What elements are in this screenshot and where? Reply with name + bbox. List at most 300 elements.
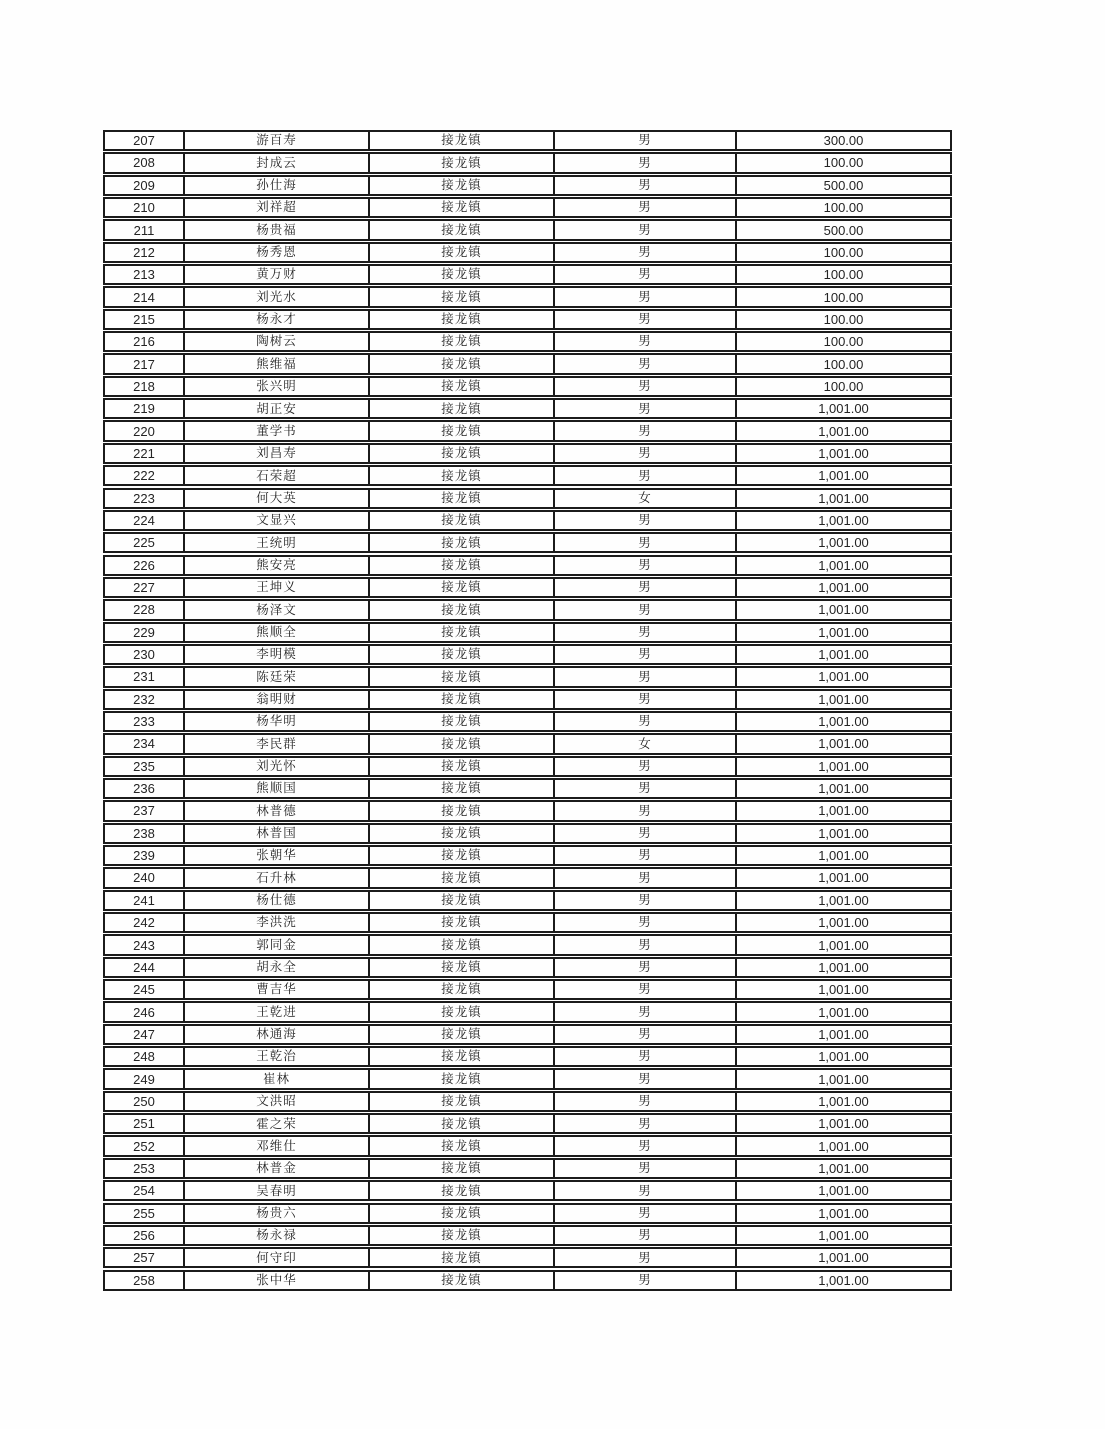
town-cell: 接龙镇 <box>370 244 555 261</box>
town-cell: 接龙镇 <box>370 1070 555 1087</box>
table-row <box>103 1158 952 1179</box>
name-cell: 石荣超 <box>185 467 370 484</box>
name-cell: 王乾进 <box>185 1003 370 1020</box>
gender-cell: 男 <box>555 892 737 909</box>
name-cell: 杨仕德 <box>185 892 370 909</box>
name-cell: 林普国 <box>185 825 370 842</box>
table-row <box>103 1225 952 1246</box>
town-cell: 接龙镇 <box>370 601 555 618</box>
gender-cell: 男 <box>555 422 737 439</box>
amount-cell: 100.00 <box>823 289 864 305</box>
table-row <box>103 1001 952 1022</box>
town-cell: 接龙镇 <box>370 1272 555 1289</box>
town-cell: 接龙镇 <box>370 400 555 417</box>
name-cell: 林普德 <box>185 802 370 819</box>
gender-cell: 女 <box>555 735 737 752</box>
table-row <box>103 1203 952 1224</box>
town-cell: 接龙镇 <box>370 132 555 149</box>
name-cell: 李明模 <box>185 646 370 663</box>
row-number-cell: 220 <box>105 422 185 439</box>
name-cell: 曹吉华 <box>185 981 370 998</box>
table-row <box>103 197 952 218</box>
gender-cell: 男 <box>555 132 737 149</box>
name-cell: 郭同金 <box>185 936 370 953</box>
row-number-cell: 207 <box>105 132 185 149</box>
name-cell: 熊维福 <box>185 355 370 372</box>
gender-cell: 男 <box>555 400 737 417</box>
gender-cell: 男 <box>555 1048 737 1065</box>
town-cell: 接龙镇 <box>370 1026 555 1043</box>
amount-cell: 1,001.00 <box>818 959 869 975</box>
town-cell: 接龙镇 <box>370 914 555 931</box>
gender-cell: 男 <box>555 467 737 484</box>
town-cell: 接龙镇 <box>370 1160 555 1177</box>
town-cell: 接龙镇 <box>370 1182 555 1199</box>
table-row <box>103 443 952 464</box>
name-cell: 杨贵六 <box>185 1205 370 1222</box>
table-row <box>103 376 952 397</box>
table-row <box>103 1247 952 1268</box>
gender-cell: 男 <box>555 624 737 641</box>
name-cell: 杨华明 <box>185 713 370 730</box>
amount-cell: 100.00 <box>823 200 864 216</box>
row-number-cell: 241 <box>105 892 185 909</box>
amount-cell: 1,001.00 <box>818 1004 869 1020</box>
table-row <box>103 353 952 374</box>
table-row <box>103 555 952 576</box>
amount-cell: 500.00 <box>823 222 864 238</box>
row-number-cell: 213 <box>105 266 185 283</box>
amount-cell: 1,001.00 <box>818 1250 869 1266</box>
gender-cell: 男 <box>555 557 737 574</box>
amount-cell: 100.00 <box>823 356 864 372</box>
town-cell: 接龙镇 <box>370 936 555 953</box>
gender-cell: 男 <box>555 936 737 953</box>
table-row <box>103 689 952 710</box>
name-cell: 林普金 <box>185 1160 370 1177</box>
town-cell: 接龙镇 <box>370 869 555 886</box>
town-cell: 接龙镇 <box>370 646 555 663</box>
gender-cell: 男 <box>555 579 737 596</box>
amount-cell: 1,001.00 <box>818 1272 869 1288</box>
name-cell: 何守印 <box>185 1249 370 1266</box>
row-number-cell: 233 <box>105 713 185 730</box>
table-row <box>103 488 952 509</box>
amount-cell: 1,001.00 <box>818 870 869 886</box>
gender-cell: 男 <box>555 333 737 350</box>
name-cell: 张中华 <box>185 1272 370 1289</box>
gender-cell: 男 <box>555 512 737 529</box>
gender-cell: 男 <box>555 914 737 931</box>
table-row <box>103 264 952 285</box>
name-cell: 王坤义 <box>185 579 370 596</box>
name-cell: 石升林 <box>185 869 370 886</box>
town-cell: 接龙镇 <box>370 288 555 305</box>
gender-cell: 男 <box>555 177 737 194</box>
town-cell: 接龙镇 <box>370 154 555 171</box>
name-cell: 霍之荣 <box>185 1115 370 1132</box>
gender-cell: 男 <box>555 266 737 283</box>
row-number-cell: 238 <box>105 825 185 842</box>
town-cell: 接龙镇 <box>370 825 555 842</box>
gender-cell: 男 <box>555 1182 737 1199</box>
table-row <box>103 599 952 620</box>
table-row <box>103 1180 952 1201</box>
table-row <box>103 309 952 330</box>
name-cell: 崔林 <box>185 1070 370 1087</box>
table-row <box>103 465 952 486</box>
row-number-cell: 230 <box>105 646 185 663</box>
table-row <box>103 130 952 151</box>
gender-cell: 男 <box>555 221 737 238</box>
amount-cell: 1,001.00 <box>818 669 869 685</box>
amount-cell: 100.00 <box>823 155 864 171</box>
amount-cell: 1,001.00 <box>818 915 869 931</box>
table-row <box>103 532 952 553</box>
name-cell: 吴春明 <box>185 1182 370 1199</box>
name-cell: 刘光怀 <box>185 758 370 775</box>
town-cell: 接龙镇 <box>370 422 555 439</box>
name-cell: 翁明财 <box>185 691 370 708</box>
row-number-cell: 258 <box>105 1272 185 1289</box>
gender-cell: 女 <box>555 490 737 507</box>
table-row <box>103 420 952 441</box>
name-cell: 封成云 <box>185 154 370 171</box>
town-cell: 接龙镇 <box>370 713 555 730</box>
gender-cell: 男 <box>555 1160 737 1177</box>
name-cell: 王统明 <box>185 534 370 551</box>
gender-cell: 男 <box>555 1205 737 1222</box>
table-row <box>103 1113 952 1134</box>
gender-cell: 男 <box>555 1227 737 1244</box>
town-cell: 接龙镇 <box>370 557 555 574</box>
gender-cell: 男 <box>555 780 737 797</box>
name-cell: 张朝华 <box>185 847 370 864</box>
name-cell: 文显兴 <box>185 512 370 529</box>
gender-cell: 男 <box>555 668 737 685</box>
amount-cell: 1,001.00 <box>818 736 869 752</box>
name-cell: 胡永全 <box>185 959 370 976</box>
amount-cell: 1,001.00 <box>818 848 869 864</box>
row-number-cell: 215 <box>105 311 185 328</box>
amount-cell: 500.00 <box>823 177 864 193</box>
row-number-cell: 235 <box>105 758 185 775</box>
gender-cell: 男 <box>555 646 737 663</box>
name-cell: 邓维仕 <box>185 1137 370 1154</box>
amount-cell: 100.00 <box>823 244 864 260</box>
town-cell: 接龙镇 <box>370 378 555 395</box>
row-number-cell: 244 <box>105 959 185 976</box>
amount-cell: 1,001.00 <box>818 445 869 461</box>
row-number-cell: 219 <box>105 400 185 417</box>
gender-cell: 男 <box>555 1093 737 1110</box>
row-number-cell: 234 <box>105 735 185 752</box>
town-cell: 接龙镇 <box>370 467 555 484</box>
row-number-cell: 228 <box>105 601 185 618</box>
table-row <box>103 1046 952 1067</box>
town-cell: 接龙镇 <box>370 1115 555 1132</box>
name-cell: 陈廷荣 <box>185 668 370 685</box>
gender-cell: 男 <box>555 691 737 708</box>
town-cell: 接龙镇 <box>370 758 555 775</box>
amount-cell: 100.00 <box>823 267 864 283</box>
row-number-cell: 240 <box>105 869 185 886</box>
table-row <box>103 622 952 643</box>
row-number-cell: 236 <box>105 780 185 797</box>
row-number-cell: 255 <box>105 1205 185 1222</box>
gender-cell: 男 <box>555 244 737 261</box>
amount-cell: 1,001.00 <box>818 1205 869 1221</box>
amount-cell: 100.00 <box>823 334 864 350</box>
gender-cell: 男 <box>555 534 737 551</box>
town-cell: 接龙镇 <box>370 490 555 507</box>
table-row <box>103 823 952 844</box>
town-cell: 接龙镇 <box>370 624 555 641</box>
table-row <box>103 1024 952 1045</box>
town-cell: 接龙镇 <box>370 534 555 551</box>
row-number-cell: 254 <box>105 1182 185 1199</box>
row-number-cell: 246 <box>105 1003 185 1020</box>
table-row <box>103 577 952 598</box>
row-number-cell: 256 <box>105 1227 185 1244</box>
table-row <box>103 666 952 687</box>
gender-cell: 男 <box>555 1003 737 1020</box>
row-number-cell: 225 <box>105 534 185 551</box>
town-cell: 接龙镇 <box>370 445 555 462</box>
amount-cell: 1,001.00 <box>818 1138 869 1154</box>
row-number-cell: 251 <box>105 1115 185 1132</box>
row-number-cell: 223 <box>105 490 185 507</box>
table-row <box>103 845 952 866</box>
amount-cell: 1,001.00 <box>818 468 869 484</box>
amount-cell: 1,001.00 <box>818 1160 869 1176</box>
name-cell: 孙仕海 <box>185 177 370 194</box>
town-cell: 接龙镇 <box>370 355 555 372</box>
gender-cell: 男 <box>555 288 737 305</box>
table-row <box>103 778 952 799</box>
name-cell: 刘昌寿 <box>185 445 370 462</box>
name-cell: 王乾治 <box>185 1048 370 1065</box>
gender-cell: 男 <box>555 847 737 864</box>
row-number-cell: 257 <box>105 1249 185 1266</box>
amount-cell: 1,001.00 <box>818 1071 869 1087</box>
row-number-cell: 212 <box>105 244 185 261</box>
amount-cell: 1,001.00 <box>818 1116 869 1132</box>
row-number-cell: 226 <box>105 557 185 574</box>
amount-cell: 1,001.00 <box>818 602 869 618</box>
town-cell: 接龙镇 <box>370 1249 555 1266</box>
row-number-cell: 231 <box>105 668 185 685</box>
row-number-cell: 211 <box>105 221 185 238</box>
table-row <box>103 152 952 173</box>
town-cell: 接龙镇 <box>370 1048 555 1065</box>
amount-cell: 1,001.00 <box>818 1183 869 1199</box>
amount-cell: 1,001.00 <box>818 1049 869 1065</box>
name-cell: 熊顺全 <box>185 624 370 641</box>
row-number-cell: 216 <box>105 333 185 350</box>
town-cell: 接龙镇 <box>370 311 555 328</box>
gender-cell: 男 <box>555 1026 737 1043</box>
gender-cell: 男 <box>555 713 737 730</box>
row-number-cell: 237 <box>105 802 185 819</box>
name-cell: 杨永才 <box>185 311 370 328</box>
gender-cell: 男 <box>555 378 737 395</box>
gender-cell: 男 <box>555 1249 737 1266</box>
row-number-cell: 224 <box>105 512 185 529</box>
name-cell: 游百寿 <box>185 132 370 149</box>
row-number-cell: 247 <box>105 1026 185 1043</box>
amount-cell: 1,001.00 <box>818 1026 869 1042</box>
table-row <box>103 957 952 978</box>
town-cell: 接龙镇 <box>370 1003 555 1020</box>
row-number-cell: 214 <box>105 288 185 305</box>
table-row <box>103 398 952 419</box>
name-cell: 李洪洗 <box>185 914 370 931</box>
name-cell: 林通海 <box>185 1026 370 1043</box>
town-cell: 接龙镇 <box>370 959 555 976</box>
table-row <box>103 331 952 352</box>
gender-cell: 男 <box>555 802 737 819</box>
town-cell: 接龙镇 <box>370 691 555 708</box>
amount-cell: 1,001.00 <box>818 624 869 640</box>
row-number-cell: 252 <box>105 1137 185 1154</box>
row-number-cell: 210 <box>105 199 185 216</box>
amount-cell: 100.00 <box>823 378 864 394</box>
amount-cell: 1,001.00 <box>818 490 869 506</box>
row-number-cell: 209 <box>105 177 185 194</box>
table-row <box>103 510 952 531</box>
table-row <box>103 733 952 754</box>
town-cell: 接龙镇 <box>370 512 555 529</box>
town-cell: 接龙镇 <box>370 333 555 350</box>
payment-table <box>103 130 952 1292</box>
amount-cell: 1,001.00 <box>818 714 869 730</box>
name-cell: 杨泽文 <box>185 601 370 618</box>
name-cell: 黄万财 <box>185 266 370 283</box>
amount-cell: 1,001.00 <box>818 580 869 596</box>
town-cell: 接龙镇 <box>370 780 555 797</box>
name-cell: 杨贵福 <box>185 221 370 238</box>
table-row <box>103 711 952 732</box>
row-number-cell: 249 <box>105 1070 185 1087</box>
row-number-cell: 221 <box>105 445 185 462</box>
table-row <box>103 912 952 933</box>
row-number-cell: 253 <box>105 1160 185 1177</box>
gender-cell: 男 <box>555 355 737 372</box>
gender-cell: 男 <box>555 445 737 462</box>
name-cell: 刘祥超 <box>185 199 370 216</box>
table-row <box>103 1135 952 1156</box>
table-row <box>103 867 952 888</box>
town-cell: 接龙镇 <box>370 802 555 819</box>
name-cell: 陶树云 <box>185 333 370 350</box>
table-row <box>103 219 952 240</box>
name-cell: 张兴明 <box>185 378 370 395</box>
row-number-cell: 227 <box>105 579 185 596</box>
town-cell: 接龙镇 <box>370 1093 555 1110</box>
name-cell: 熊安亮 <box>185 557 370 574</box>
town-cell: 接龙镇 <box>370 1205 555 1222</box>
amount-cell: 1,001.00 <box>818 892 869 908</box>
gender-cell: 男 <box>555 1272 737 1289</box>
name-cell: 胡正安 <box>185 400 370 417</box>
name-cell: 熊顺国 <box>185 780 370 797</box>
name-cell: 杨秀恩 <box>185 244 370 261</box>
row-number-cell: 239 <box>105 847 185 864</box>
amount-cell: 1,001.00 <box>818 535 869 551</box>
amount-cell: 1,001.00 <box>818 691 869 707</box>
table-row <box>103 756 952 777</box>
amount-cell: 1,001.00 <box>818 1093 869 1109</box>
table-row <box>103 934 952 955</box>
gender-cell: 男 <box>555 981 737 998</box>
amount-cell: 1,001.00 <box>818 647 869 663</box>
town-cell: 接龙镇 <box>370 981 555 998</box>
row-number-cell: 242 <box>105 914 185 931</box>
town-cell: 接龙镇 <box>370 221 555 238</box>
table-row <box>103 979 952 1000</box>
gender-cell: 男 <box>555 1115 737 1132</box>
row-number-cell: 245 <box>105 981 185 998</box>
row-number-cell: 222 <box>105 467 185 484</box>
table-row <box>103 1091 952 1112</box>
amount-cell: 100.00 <box>823 311 864 327</box>
table-row <box>103 242 952 263</box>
name-cell: 何大英 <box>185 490 370 507</box>
gender-cell: 男 <box>555 154 737 171</box>
town-cell: 接龙镇 <box>370 579 555 596</box>
row-number-cell: 218 <box>105 378 185 395</box>
gender-cell: 男 <box>555 825 737 842</box>
gender-cell: 男 <box>555 199 737 216</box>
amount-cell: 1,001.00 <box>818 401 869 417</box>
name-cell: 刘光水 <box>185 288 370 305</box>
table-row <box>103 1270 952 1291</box>
row-number-cell: 217 <box>105 355 185 372</box>
table-row <box>103 800 952 821</box>
amount-cell: 1,001.00 <box>818 1227 869 1243</box>
gender-cell: 男 <box>555 758 737 775</box>
gender-cell: 男 <box>555 601 737 618</box>
amount-cell: 1,001.00 <box>818 803 869 819</box>
table-row <box>103 1068 952 1089</box>
amount-cell: 1,001.00 <box>818 937 869 953</box>
table-row <box>103 175 952 196</box>
town-cell: 接龙镇 <box>370 1227 555 1244</box>
amount-cell: 1,001.00 <box>818 512 869 528</box>
amount-cell: 1,001.00 <box>818 758 869 774</box>
town-cell: 接龙镇 <box>370 199 555 216</box>
amount-cell: 1,001.00 <box>818 781 869 797</box>
amount-cell: 1,001.00 <box>818 825 869 841</box>
name-cell: 文洪昭 <box>185 1093 370 1110</box>
gender-cell: 男 <box>555 1137 737 1154</box>
name-cell: 李民群 <box>185 735 370 752</box>
town-cell: 接龙镇 <box>370 1137 555 1154</box>
name-cell: 杨永禄 <box>185 1227 370 1244</box>
amount-cell: 1,001.00 <box>818 557 869 573</box>
amount-cell: 1,001.00 <box>818 982 869 998</box>
gender-cell: 男 <box>555 869 737 886</box>
table-row <box>103 644 952 665</box>
row-number-cell: 208 <box>105 154 185 171</box>
amount-cell: 1,001.00 <box>818 423 869 439</box>
town-cell: 接龙镇 <box>370 266 555 283</box>
table-row <box>103 286 952 307</box>
table-row <box>103 890 952 911</box>
row-number-cell: 250 <box>105 1093 185 1110</box>
gender-cell: 男 <box>555 1070 737 1087</box>
